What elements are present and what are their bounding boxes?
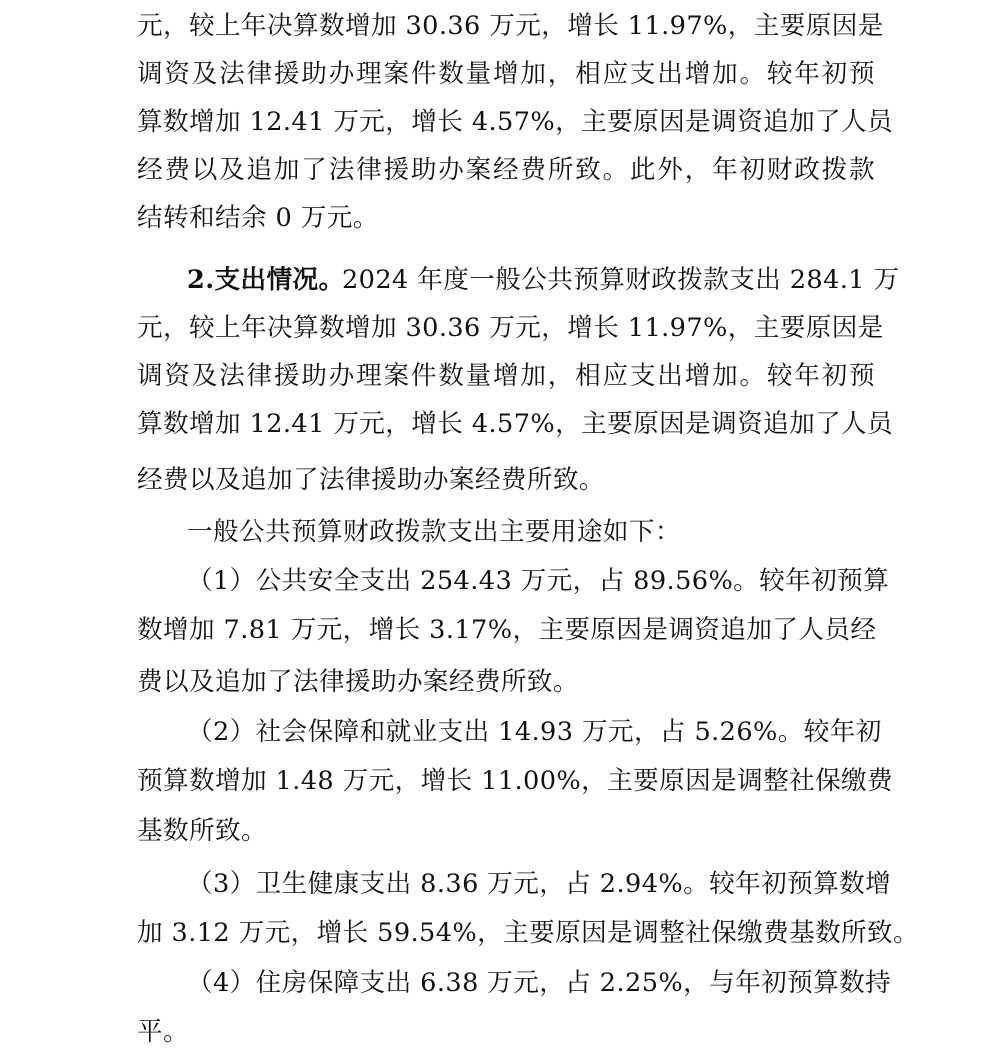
text-line: [0, 563, 1000, 599]
text-line: [0, 104, 1000, 140]
text-line: [0, 813, 1000, 849]
text-line: [0, 866, 1000, 902]
text-line: [0, 406, 1000, 442]
text-line: [0, 915, 1000, 951]
paragraph-text: 调资及法律援助办理案件数量增加，相应支出增加。较年初预: [137, 59, 875, 89]
text-line: [0, 612, 1000, 648]
text-line: [0, 152, 1000, 188]
text-line: [0, 262, 1000, 298]
paragraph-text: 基数所致。: [137, 816, 267, 846]
text-line: [0, 763, 1000, 799]
text-line: [0, 664, 1000, 700]
paragraph-text: 算数增加 12.41 万元，增长 4.57%，主要原因是调资追加了人员: [137, 409, 894, 439]
text-line: [0, 358, 1000, 394]
paragraph-text: 经费以及追加了法律援助办案经费所致。此外，年初财政拨款: [137, 155, 875, 185]
paragraph-text: 调资及法律援助办理案件数量增加，相应支出增加。较年初预: [137, 361, 875, 391]
text-line: [0, 200, 1000, 236]
paragraph-text: 数增加 7.81 万元，增长 3.17%，主要原因是调资追加了人员经: [137, 615, 877, 645]
paragraph-text: （4）住房保障支出 6.38 万元，占 2.25%，与年初预算数持: [187, 968, 892, 998]
text-line: [0, 310, 1000, 346]
text-line: [0, 514, 1000, 550]
paragraph-text: 算数增加 12.41 万元，增长 4.57%，主要原因是调资追加了人员: [137, 107, 894, 137]
text-line: [0, 965, 1000, 1001]
paragraph-text: 预算数增加 1.48 万元，增长 11.00%，主要原因是调整社保缴费: [137, 766, 894, 796]
paragraph-text: 费以及追加了法律援助办案经费所致。: [137, 667, 579, 697]
paragraph-text: （1）公共安全支出 254.43 万元，占 89.56%。较年初预算: [187, 566, 890, 596]
section-heading: 2.支出情况。: [187, 265, 345, 295]
paragraph-text: 一般公共预算财政拨款支出主要用途如下：: [187, 517, 681, 547]
paragraph-text: （2）社会保障和就业支出 14.93 万元，占 5.26%。较年初: [187, 717, 882, 747]
paragraph-text: 2024 年度一般公共预算财政拨款支出 284.1 万: [342, 265, 900, 295]
text-line: [0, 714, 1000, 750]
paragraph-text: 元，较上年决算数增加 30.36 万元，增长 11.97%，主要原因是: [137, 313, 884, 343]
paragraph-text: （3）卫生健康支出 8.36 万元，占 2.94%。较年初预算数增: [187, 869, 892, 899]
text-line: [0, 56, 1000, 92]
paragraph-text: 加 3.12 万元，增长 59.54%，主要原因是调整社保缴费基数所致。: [137, 918, 920, 948]
text-line: [0, 1014, 1000, 1050]
paragraph-text: 经费以及追加了法律援助办案经费所致。: [137, 465, 605, 495]
paragraph-text: 元，较上年决算数增加 30.36 万元，增长 11.97%，主要原因是: [137, 11, 884, 41]
paragraph-text: 结转和结余 0 万元。: [137, 203, 379, 233]
paragraph-text: 平。: [137, 1017, 189, 1047]
text-line: [0, 462, 1000, 498]
text-line: [0, 8, 1000, 44]
